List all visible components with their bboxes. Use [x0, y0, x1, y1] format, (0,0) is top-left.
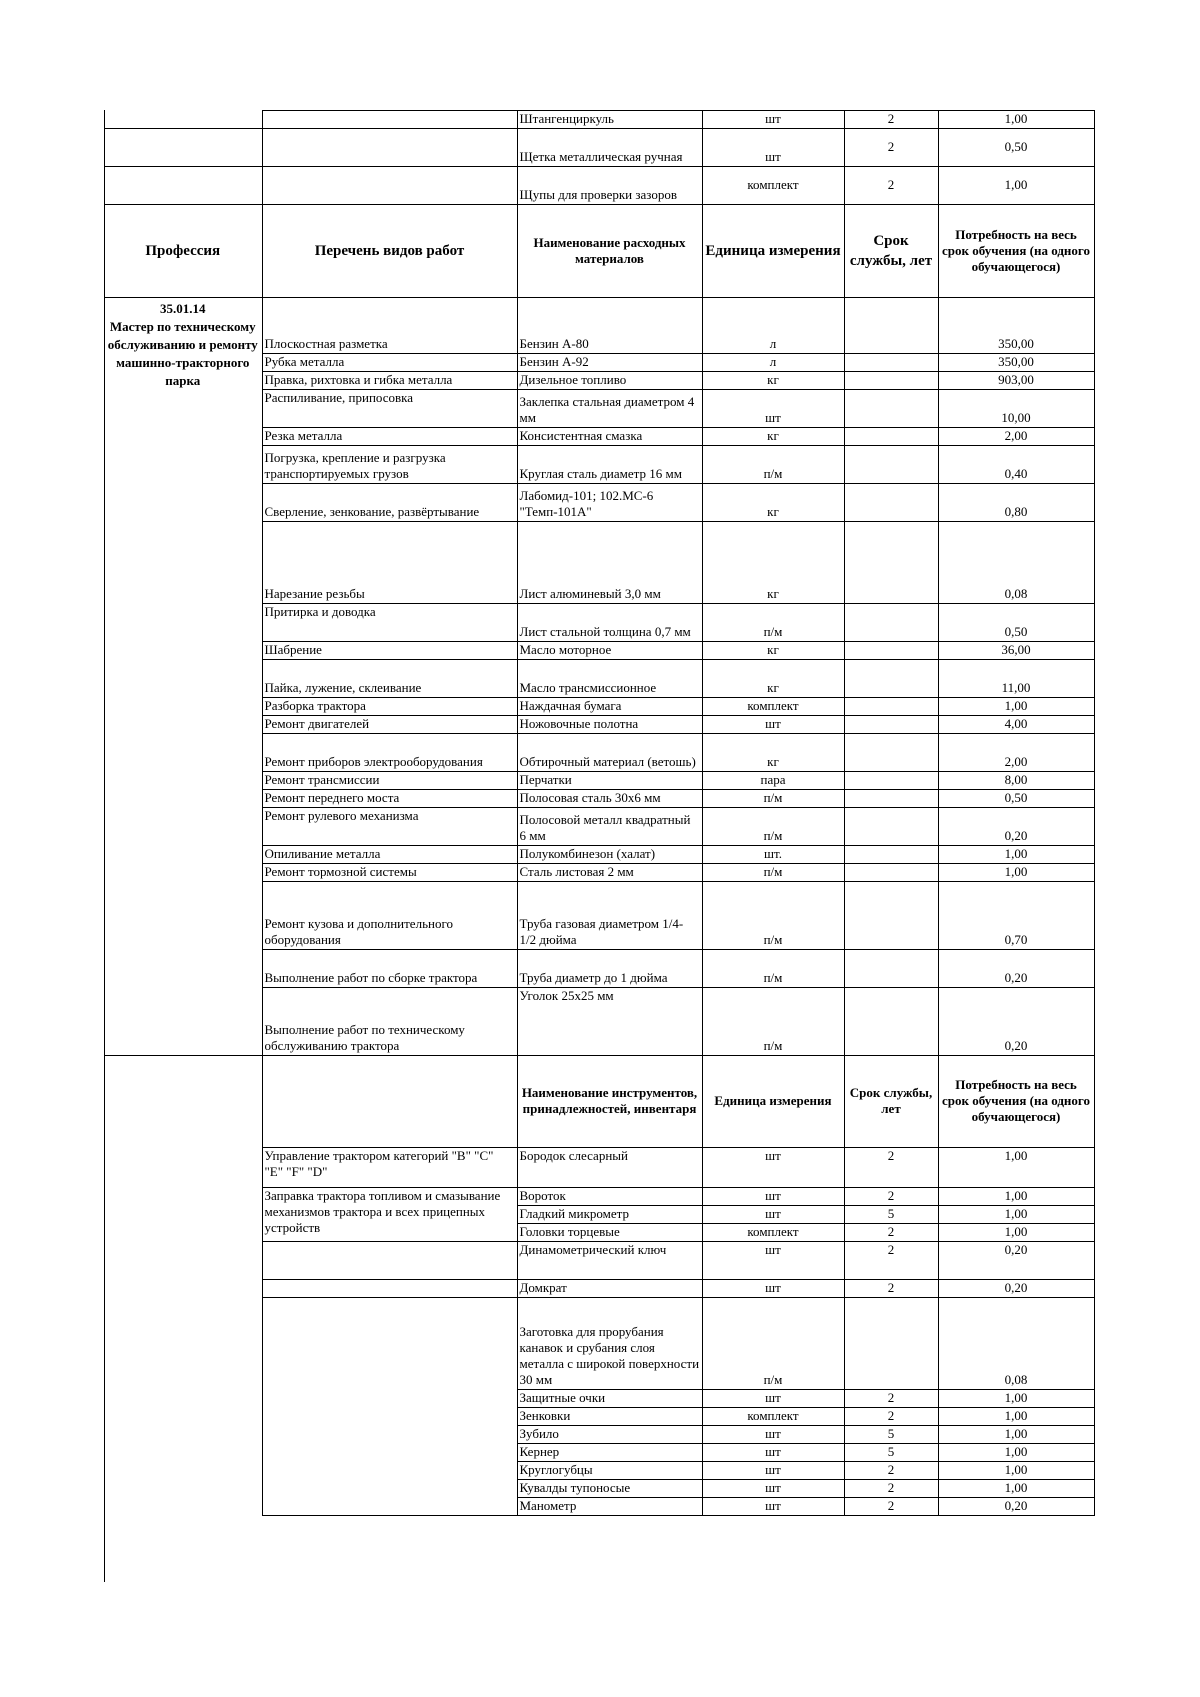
need-cell: 1,00 [938, 1188, 1094, 1206]
header-need-2: Потребность на весь срок обучения (на одного обучающегося) [938, 1056, 1094, 1148]
material-cell: Щетка металлическая ручная [517, 129, 702, 167]
table-header-row [104, 205, 1094, 298]
need-cell: 2,00 [938, 428, 1094, 446]
need-cell: 1,00 [938, 167, 1094, 205]
header-need: Потребность на весь срок обучения (на одного обучающегося) [938, 205, 1094, 298]
life-cell: 2 [844, 129, 938, 167]
unit-cell: кг [702, 660, 844, 698]
life-cell [844, 390, 938, 428]
life-cell: 2 [844, 1148, 938, 1188]
unit-cell: шт [702, 1498, 844, 1516]
need-cell: 1,00 [938, 846, 1094, 864]
header-life-2: Срок службы, лет [844, 1056, 938, 1148]
unit-cell: шт [702, 1462, 844, 1480]
work-cell: Распиливание, припосовка [262, 390, 517, 428]
table-row [104, 1148, 1094, 1188]
work-cell: Ремонт трансмиссии [262, 772, 517, 790]
unit-cell: п/м [702, 882, 844, 950]
work-cell: Шабрение [262, 642, 517, 660]
unit-cell: шт [702, 111, 844, 129]
life-cell [844, 950, 938, 988]
profession-cell [104, 1280, 262, 1298]
header-works: Перечень видов работ [262, 205, 517, 298]
life-cell [844, 734, 938, 772]
work-cell: Рубка металла [262, 354, 517, 372]
header-life: Срок службы, лет [844, 205, 938, 298]
profession-cell [104, 129, 262, 167]
work-cell: Опиливание металла [262, 846, 517, 864]
need-cell: 1,00 [938, 1206, 1094, 1224]
need-cell: 0,40 [938, 446, 1094, 484]
unit-cell: шт [702, 1280, 844, 1298]
unit-cell: л [702, 298, 844, 354]
work-cell: Ремонт тормозной системы [262, 864, 517, 882]
unit-cell: п/м [702, 790, 844, 808]
need-cell: 8,00 [938, 772, 1094, 790]
material-cell: Масло моторное [517, 642, 702, 660]
tool-cell: Круглогубцы [517, 1462, 702, 1480]
unit-cell: кг [702, 372, 844, 390]
need-cell: 4,00 [938, 716, 1094, 734]
work-cell: Управление трактором категорий "В" "С" "Е" "F" "D" [262, 1148, 517, 1188]
table-row [104, 129, 1094, 167]
life-cell [844, 446, 938, 484]
profession-cell [104, 1056, 262, 1148]
tool-cell: Зубило [517, 1426, 702, 1444]
unit-cell: шт [702, 716, 844, 734]
material-cell: Уголок 25х25 мм [517, 988, 702, 1056]
unit-cell: кг [702, 642, 844, 660]
need-cell: 0,20 [938, 988, 1094, 1056]
work-cell [262, 129, 517, 167]
work-cell: Ремонт двигателей [262, 716, 517, 734]
material-cell: Штангенциркуль [517, 111, 702, 129]
work-cell: Резка металла [262, 428, 517, 446]
life-cell [844, 846, 938, 864]
unit-cell: кг [702, 522, 844, 604]
need-cell: 11,00 [938, 660, 1094, 698]
material-cell: Бензин А-80 [517, 298, 702, 354]
tool-cell: Домкрат [517, 1280, 702, 1298]
unit-cell: п/м [702, 808, 844, 846]
need-cell: 1,00 [938, 1390, 1094, 1408]
tool-cell: Головки торцевые [517, 1224, 702, 1242]
unit-cell: шт [702, 1444, 844, 1462]
life-cell [844, 772, 938, 790]
material-cell: Масло трансмиссионное [517, 660, 702, 698]
need-cell: 0,80 [938, 484, 1094, 522]
work-cell: Выполнение работ по техническому обслуживанию трактора [262, 988, 517, 1056]
work-cell: Выполнение работ по сборке трактора [262, 950, 517, 988]
unit-cell: п/м [702, 988, 844, 1056]
unit-cell: п/м [702, 604, 844, 642]
life-cell: 5 [844, 1426, 938, 1444]
material-cell: Труба диаметр до 1 дюйма [517, 950, 702, 988]
life-cell [844, 298, 938, 354]
profession-cell [104, 298, 262, 1056]
need-cell: 1,00 [938, 698, 1094, 716]
tool-cell: Защитные очки [517, 1390, 702, 1408]
tool-cell: Вороток [517, 1188, 702, 1206]
life-cell [844, 354, 938, 372]
life-cell [844, 484, 938, 522]
unit-cell: шт [702, 1206, 844, 1224]
life-cell [844, 882, 938, 950]
material-cell: Дизельное топливо [517, 372, 702, 390]
unit-cell: пара [702, 772, 844, 790]
work-cell: Разборка трактора [262, 698, 517, 716]
work-cell: Ремонт переднего моста [262, 790, 517, 808]
material-cell: Заклепка стальная диаметром 4 мм [517, 390, 702, 428]
unit-cell: шт [702, 129, 844, 167]
need-cell: 10,00 [938, 390, 1094, 428]
table-row [104, 111, 1094, 129]
need-cell: 36,00 [938, 642, 1094, 660]
unit-cell: п/м [702, 446, 844, 484]
need-cell: 1,00 [938, 1148, 1094, 1188]
unit-cell: шт [702, 1390, 844, 1408]
life-cell: 2 [844, 1390, 938, 1408]
material-cell: Круглая сталь диаметр 16 мм [517, 446, 702, 484]
need-cell: 0,20 [938, 950, 1094, 988]
table-row [104, 1280, 1094, 1298]
work-cell: Сверление, зенкование, развёртывание [262, 484, 517, 522]
life-cell [844, 698, 938, 716]
material-cell: Сталь листовая 2 мм [517, 864, 702, 882]
tool-cell: Кувалды тупоносые [517, 1480, 702, 1498]
work-cell: Правка, рихтовка и гибка металла [262, 372, 517, 390]
header-tools: Наименование инструментов, принадлежностей, инвентаря [517, 1056, 702, 1148]
material-cell: Ножовочные полотна [517, 716, 702, 734]
life-cell: 5 [844, 1444, 938, 1462]
life-cell [844, 428, 938, 446]
need-cell: 1,00 [938, 111, 1094, 129]
tool-cell: Бородок слесарный [517, 1148, 702, 1188]
need-cell: 1,00 [938, 1444, 1094, 1462]
need-cell: 0,20 [938, 1242, 1094, 1280]
life-cell [844, 660, 938, 698]
need-cell: 0,20 [938, 1498, 1094, 1516]
need-cell: 0,20 [938, 1280, 1094, 1298]
work-cell: Нарезание резьбы [262, 522, 517, 604]
tool-cell: Кернер [517, 1444, 702, 1462]
table-row [104, 1242, 1094, 1280]
material-cell: Перчатки [517, 772, 702, 790]
tool-cell: Динамометрический ключ [517, 1242, 702, 1280]
need-cell: 0,08 [938, 522, 1094, 604]
unit-cell: комплект [702, 698, 844, 716]
need-cell: 0,50 [938, 129, 1094, 167]
tool-cell: Манометр [517, 1498, 702, 1516]
work-cell: Ремонт приборов электрооборудования [262, 734, 517, 772]
unit-cell: шт [702, 1188, 844, 1206]
unit-cell: п/м [702, 1298, 844, 1390]
material-cell: Лист алюминевый 3,0 мм [517, 522, 702, 604]
work-cell: Ремонт кузова и дополнительного оборудования [262, 882, 517, 950]
need-cell: 0,08 [938, 1298, 1094, 1390]
life-cell: 2 [844, 1408, 938, 1426]
life-cell [844, 604, 938, 642]
header-unit-2: Единица измерения [702, 1056, 844, 1148]
header-profession: Профессия [104, 205, 262, 298]
life-cell [844, 808, 938, 846]
tool-cell: Заготовка для прорубания канавок и срубания слоя металла с широкой поверхности 30 мм [517, 1298, 702, 1390]
need-cell: 0,20 [938, 808, 1094, 846]
need-cell: 903,00 [938, 372, 1094, 390]
work-cell: Пайка, лужение, склеивание [262, 660, 517, 698]
life-cell [844, 642, 938, 660]
need-cell: 1,00 [938, 1408, 1094, 1426]
work-cell [262, 1242, 517, 1280]
table-row [104, 167, 1094, 205]
life-cell [844, 988, 938, 1056]
profession-cell [104, 1188, 262, 1242]
material-cell: Консистентная смазка [517, 428, 702, 446]
life-cell [844, 1298, 938, 1390]
equipment-table [104, 110, 1095, 1516]
profession-code: 35.01.14 [160, 301, 206, 316]
work-cell [262, 1280, 517, 1298]
table-header-row [104, 1056, 1094, 1148]
work-cell: Заправка трактора топливом и смазывание механизмов трактора и всех прицепных устройств [262, 1188, 517, 1242]
need-cell: 0,50 [938, 604, 1094, 642]
need-cell: 1,00 [938, 1426, 1094, 1444]
need-cell: 1,00 [938, 864, 1094, 882]
life-cell: 2 [844, 1188, 938, 1206]
need-cell: 1,00 [938, 1480, 1094, 1498]
unit-cell: кг [702, 484, 844, 522]
profession-cell [104, 167, 262, 205]
header-unit: Единица измерения [702, 205, 844, 298]
life-cell: 2 [844, 1480, 938, 1498]
profession-cell [104, 111, 262, 129]
header-material: Наименование расходных материалов [517, 205, 702, 298]
material-cell: Наждачная бумага [517, 698, 702, 716]
unit-cell: комплект [702, 1408, 844, 1426]
work-cell: Погрузка, крепление и разгрузка транспортируемых грузов [262, 446, 517, 484]
material-cell: Лабомид-101; 102.МС-6 "Темп-101А" [517, 484, 702, 522]
unit-cell: п/м [702, 864, 844, 882]
unit-cell: комплект [702, 167, 844, 205]
material-cell: Бензин А-92 [517, 354, 702, 372]
life-cell: 2 [844, 1224, 938, 1242]
table-row [104, 298, 1094, 354]
material-cell: Лист стальной толщина 0,7 мм [517, 604, 702, 642]
unit-cell: л [702, 354, 844, 372]
life-cell [844, 522, 938, 604]
profession-name: Мастер по техническому обслуживанию и ремонту машинно-тракторного парка [107, 319, 258, 388]
work-cell [262, 167, 517, 205]
need-cell: 2,00 [938, 734, 1094, 772]
material-cell: Полосовой металл квадратный 6 мм [517, 808, 702, 846]
material-cell: Полукомбинезон (халат) [517, 846, 702, 864]
material-cell: Полосовая сталь 30х6 мм [517, 790, 702, 808]
profession-cell [104, 1148, 262, 1188]
profession-cell [104, 1298, 262, 1516]
need-cell: 0,50 [938, 790, 1094, 808]
need-cell: 350,00 [938, 354, 1094, 372]
unit-cell: кг [702, 428, 844, 446]
life-cell: 2 [844, 1498, 938, 1516]
work-cell [262, 1056, 517, 1148]
life-cell [844, 864, 938, 882]
life-cell: 2 [844, 1280, 938, 1298]
life-cell [844, 790, 938, 808]
life-cell [844, 716, 938, 734]
table-row [104, 1188, 1094, 1206]
unit-cell: шт [702, 390, 844, 428]
material-cell: Обтирочный материал (ветошь) [517, 734, 702, 772]
need-cell: 0,70 [938, 882, 1094, 950]
life-cell: 2 [844, 1462, 938, 1480]
material-cell: Труба газовая диаметром 1/4-1/2 дюйма [517, 882, 702, 950]
unit-cell: шт [702, 1480, 844, 1498]
unit-cell: шт [702, 1148, 844, 1188]
unit-cell: шт [702, 1426, 844, 1444]
life-cell: 2 [844, 167, 938, 205]
life-cell: 2 [844, 1242, 938, 1280]
unit-cell: п/м [702, 950, 844, 988]
profession-cell [104, 1242, 262, 1280]
unit-cell: шт [702, 1242, 844, 1280]
tool-cell: Гладкий микрометр [517, 1206, 702, 1224]
unit-cell: кг [702, 734, 844, 772]
table-row [104, 1298, 1094, 1390]
life-cell: 5 [844, 1206, 938, 1224]
work-cell: Плоскостная разметка [262, 298, 517, 354]
tool-cell: Зенковки [517, 1408, 702, 1426]
need-cell: 1,00 [938, 1462, 1094, 1480]
need-cell: 350,00 [938, 298, 1094, 354]
life-cell: 2 [844, 111, 938, 129]
unit-cell: комплект [702, 1224, 844, 1242]
work-cell: Притирка и доводка [262, 604, 517, 642]
need-cell: 1,00 [938, 1224, 1094, 1242]
life-cell [844, 372, 938, 390]
unit-cell: шт. [702, 846, 844, 864]
material-cell: Щупы для проверки зазоров [517, 167, 702, 205]
work-cell [262, 111, 517, 129]
work-cell: Ремонт рулевого механизма [262, 808, 517, 846]
work-cell [262, 1298, 517, 1516]
